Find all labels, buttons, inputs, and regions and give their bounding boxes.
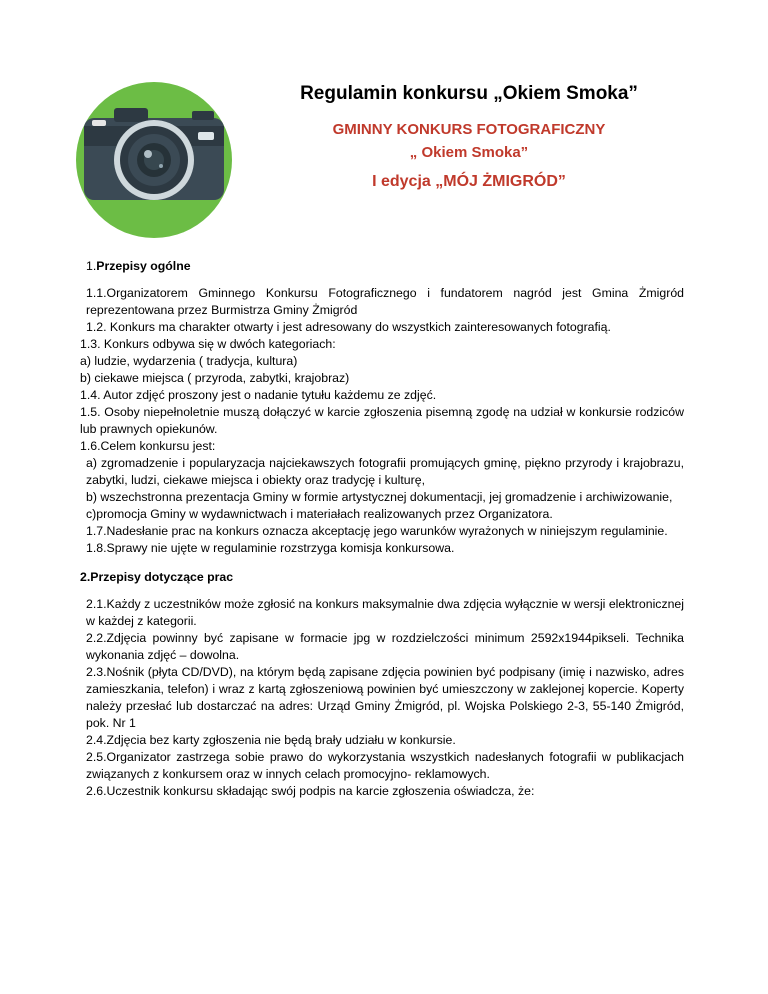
list-item: 2.5.Organizator zastrzega sobie prawo do wykorzystania wszystkich nadesłanych fotografii w publikacjach związanych z konkursem oraz w innych celach promocyjno- reklamowych.	[86, 750, 684, 781]
list-item: 1.5. Osoby niepełnoletnie muszą dołączyć w karcie zgłoszenia pisemną zgodę na udział w konkursie rodziców lub prawnych opiekunów.	[80, 405, 684, 436]
list-item: 1.7.Nadesłanie prac na konkurs oznacza akceptację jego warunków wyrażonych w niniejszym regulaminie.	[86, 524, 668, 538]
page-title: Regulamin konkursu „Okiem Smoka”	[300, 83, 638, 104]
section-heading: 2.Przepisy dotyczące prac	[80, 570, 234, 584]
subtitle-name: „ Okiem Smoka”	[409, 144, 529, 161]
list-item: 2.6.Uczestnik konkursu składając swój podpis na karcie zgłoszenia oświadcza, że:	[86, 784, 535, 798]
list-item: 1.2. Konkurs ma charakter otwarty i jest adresowany do wszystkich zainteresowanych fotografią.	[86, 320, 611, 334]
list-item: 2.3.Nośnik (płyta CD/DVD), na którym będą zapisane zdjęcia powinien być podpisany (imię i nazwisko, adres zamieszkania, telefon) i wraz z kartą zgłoszeniową powinien być umieszczony w zaklejonej kopercie. Koperty należy przesłać lub dostarczać na adres: Urząd Gminy Żmigród, pl. Wojska Polskiego 2-3, 55-140 Żmigród, pok. Nr 1	[86, 665, 684, 730]
section-number: 1.	[86, 259, 97, 273]
document-body	[80, 258, 684, 800]
section-title: Przepisy ogólne	[96, 259, 191, 273]
list-item: 2.1.Każdy z uczestników może zgłosić na konkurs maksymalnie dwa zdjęcia wyłącznie w wersji elektronicznej w każdej z kategorii.	[86, 597, 685, 628]
list-item: 1.1.Organizatorem Gminnego Konkursu Fotograficznego i fundatorem nagród jest Gmina Żmigród reprezentowana przez Burmistrza Gminy Żmigród	[86, 286, 684, 317]
list-item: 2.4.Zdjęcia bez karty zgłoszenia nie będą brały udziału w konkursie.	[86, 733, 456, 747]
list-item: 1.8.Sprawy nie ujęte w regulaminie rozstrzyga komisja konkursowa.	[86, 541, 455, 555]
list-item: 2.2.Zdjęcia powinny być zapisane w formacie jpg w rozdzielczości minimum 2592x1944pikseli. Technika wykonania zdjęć – dowolna.	[86, 631, 684, 662]
section-heading	[80, 258, 684, 275]
camera-icon	[74, 80, 234, 240]
list-item: b) ciekawe miejsca ( przyroda, zabytki, krajobraz)	[80, 371, 350, 385]
list-item: a) ludzie, wydarzenia ( tradycja, kultura)	[80, 354, 298, 368]
list-item: b) wszechstronna prezentacja Gminy w formie artystycznej dokumentacji, jej gromadzenie i archiwizowanie,	[86, 490, 673, 504]
list-item: c)promocja Gminy w wydawnictwach i materiałach realizowanych przez Organizatora.	[86, 507, 553, 521]
list-item: a) zgromadzenie i popularyzacja najciekawszych fotografii promujących gminę, piękno przyrody i krajobrazu, zabytki, ludzi, ciekawe miejsca i obiekty oraz tradycję i kulturę,	[86, 456, 684, 487]
list-item: 1.6.Celem konkursu jest:	[80, 439, 216, 453]
subtitle-contest: GMINNY KONKURS FOTOGRAFICZNY	[332, 121, 606, 138]
list-item: 1.3. Konkurs odbywa się w dwóch kategoriach:	[80, 337, 336, 351]
subtitle-edition: I edycja „MÓJ ŻMIGRÓD”	[372, 173, 566, 190]
list-item: 1.4. Autor zdjęć proszony jest o nadanie tytułu każdemu ze zdjęć.	[80, 388, 437, 402]
